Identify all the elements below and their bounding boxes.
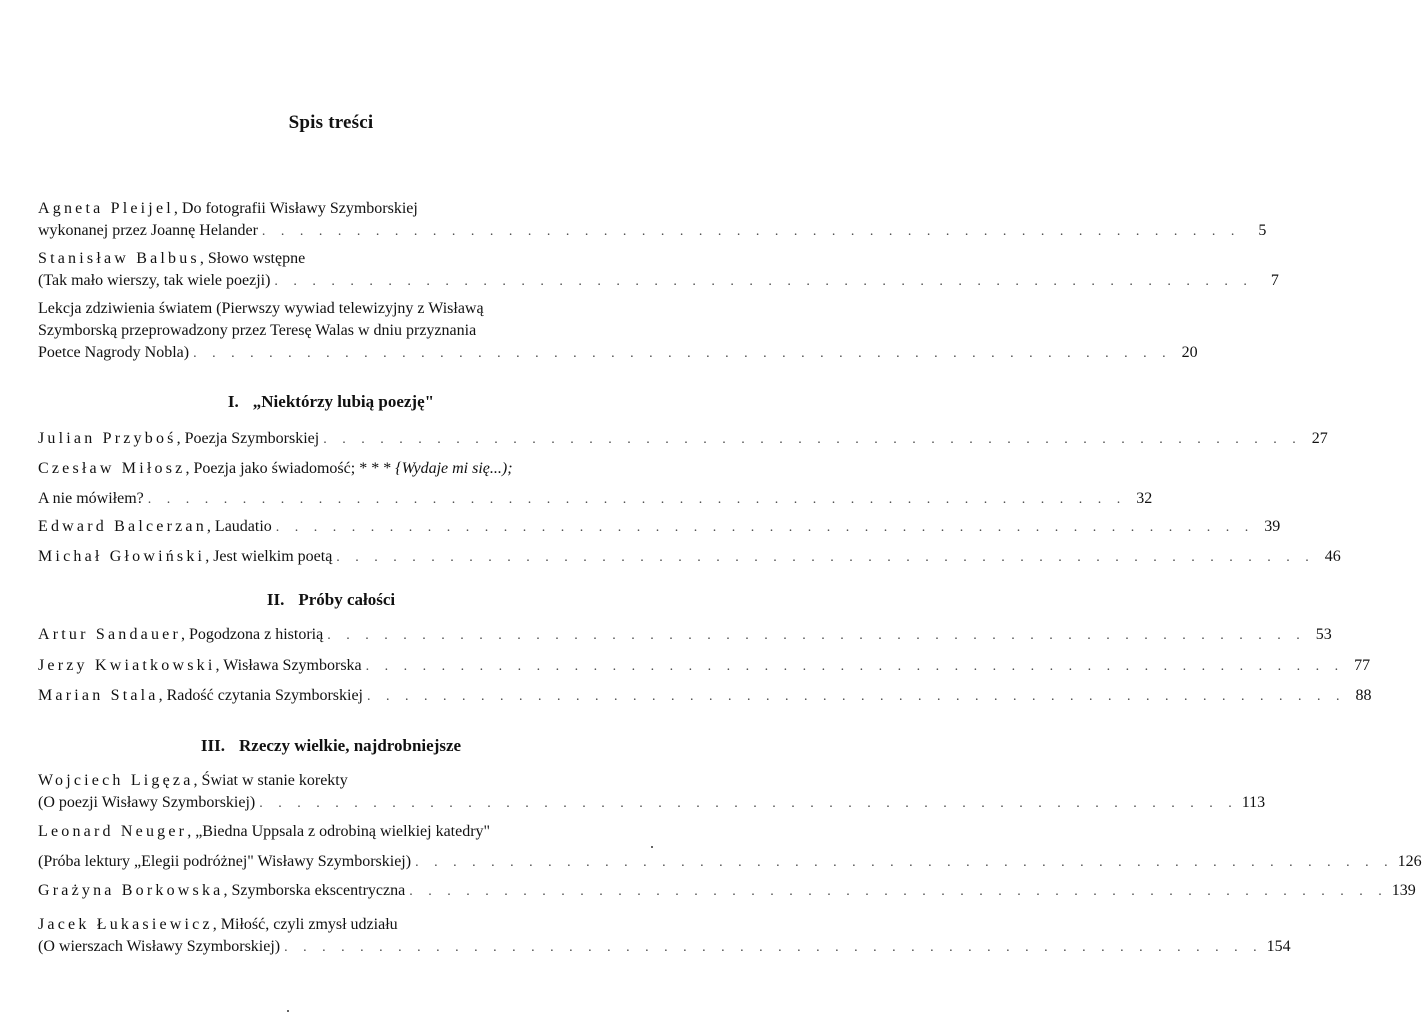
toc-entry[interactable] xyxy=(38,458,1153,510)
page-title: Spis treści xyxy=(288,112,374,133)
page-number: 27 xyxy=(1311,430,1328,447)
entry-title: , Szymborska ekscentryczna xyxy=(223,882,406,899)
dot-leader: . . . . . . . . . . . . . . . . . . . . . . . . . . . . . . . . . . . . . . . . . . . . . . . . . . . . xyxy=(275,520,1255,535)
toc-entry[interactable] xyxy=(38,770,1266,814)
entry-title: , Poezja Szymborskiej xyxy=(176,430,320,447)
page-number: 20 xyxy=(1181,344,1198,361)
entry-author: Julian Przyboś xyxy=(38,430,177,447)
entry-title-cont: (Próba lektury „Elegii podróżnej" Wisławy Szymborskiej) xyxy=(38,853,412,870)
section-heading xyxy=(38,392,624,412)
section-title: Rzeczy wielkie, najdrobniejsze xyxy=(239,736,462,755)
entry-title-cont: A nie mówiłem? xyxy=(38,490,144,507)
page-number: 77 xyxy=(1354,657,1371,674)
entry-title-cont: wykonanej przez Joannę Helander xyxy=(38,222,258,239)
entry-author: Marian Stala xyxy=(38,687,159,704)
entry-author: Jacek Łukasiewicz xyxy=(38,916,213,933)
scan-speck xyxy=(287,1010,289,1012)
toc-entry[interactable] xyxy=(38,624,1332,646)
entry-author: Edward Balcerzan xyxy=(38,518,207,535)
dot-leader: . . . . . . . . . . . . . . . . . . . . . . . . . . . . . . . . . . . . . . . . . . . . . . . . . . . . xyxy=(284,940,1263,955)
section-number: III. xyxy=(200,736,226,755)
page-number: 32 xyxy=(1136,490,1153,507)
entry-author: Jerzy Kwiatkowski xyxy=(38,657,216,674)
entry-author: Leonard Neuger xyxy=(38,823,188,840)
entry-title: , Wisława Szymborska xyxy=(215,657,362,674)
page-number: 139 xyxy=(1391,882,1416,899)
toc-entry[interactable] xyxy=(38,198,1267,242)
dot-leader: . . . . . . . . . . . . . . . . . . . . . . . . . . . . . . . . . . . . . . . . . . . . . . . . . . . . xyxy=(274,274,1253,289)
entry-title: Lekcja zdziwienia światem (Pierwszy wywiad telewizyjny z Wisławą xyxy=(38,300,484,317)
toc-entry[interactable] xyxy=(38,248,1279,292)
toc-entry[interactable] xyxy=(38,428,1328,450)
page-number: 7 xyxy=(1270,272,1279,289)
section-title: Próby całości xyxy=(298,590,396,609)
entry-author: Stanisław Balbus xyxy=(38,250,200,267)
entry-author: Artur Sandauer xyxy=(38,626,181,643)
entry-title-italic: {Wydaje mi się...); xyxy=(395,460,513,477)
toc-entry[interactable] xyxy=(38,546,1341,568)
entry-author: Grażyna Borkowska xyxy=(38,882,224,899)
section-number: II. xyxy=(266,590,285,609)
entry-title: , Radość czytania Szymborskiej xyxy=(158,687,363,704)
page-number: 39 xyxy=(1264,518,1281,535)
dot-leader: . . . . . . . . . . . . . . . . . . . . . . . . . . . . . . . . . . . . . . . . . . . . . . . . . . . . xyxy=(415,855,1394,870)
dot-leader: . . . . . . . . . . . . . . . . . . . . . . . . . . . . . . . . . . . . . . . . . . . . . . . . . . . . xyxy=(261,224,1241,239)
toc-entry[interactable] xyxy=(38,880,1416,902)
page-number: 88 xyxy=(1355,687,1372,704)
toc-entry[interactable] xyxy=(38,655,1371,677)
entry-author: Czesław Miłosz xyxy=(38,460,186,477)
entry-title-cont: Poetce Nagrody Nobla) xyxy=(38,344,190,361)
dot-leader: . . . . . . . . . . . . . . . . . . . . . . . . . . . . . . . . . . . . . . . . . . . . . . . . . . . . xyxy=(147,492,1127,507)
entry-title-cont: (O wierszach Wisławy Szymborskiej) xyxy=(38,938,281,955)
entry-title: , Miłość, czyli zmysł udziału xyxy=(212,916,398,933)
entry-author: Agneta Pleijel xyxy=(38,200,174,217)
entry-title: , Pogodzona z historią xyxy=(181,626,324,643)
section-heading xyxy=(38,590,624,610)
entry-title-cont: Szymborską przeprowadzony przez Teresę Walas w dniu przyznania xyxy=(38,322,477,339)
section-title: „Niektórzy lubią poezję" xyxy=(252,392,435,411)
dot-leader: . . . . . . . . . . . . . . . . . . . . . . . . . . . . . . . . . . . . . . . . . . . . . . . . . . . . xyxy=(409,884,1388,899)
scan-speck xyxy=(651,846,653,848)
entry-title-cont: (O poezji Wisławy Szymborskiej) xyxy=(38,794,256,811)
dot-leader: . . . . . . . . . . . . . . . . . . . . . . . . . . . . . . . . . . . . . . . . . . . . . . . . . . . . xyxy=(323,432,1302,447)
dot-leader: . . . . . . . . . . . . . . . . . . . . . . . . . . . . . . . . . . . . . . . . . . . . . . . . . . . . xyxy=(193,346,1172,361)
entry-title: , „Biedna Uppsala z odrobiną wielkiej katedry" xyxy=(187,823,491,840)
dot-leader: . . . . . . . . . . . . . . . . . . . . . . . . . . . . . . . . . . . . . . . . . . . . . . . . . . . . xyxy=(259,796,1238,811)
section-number: I. xyxy=(227,392,239,411)
entry-title: , Słowo wstępne xyxy=(199,250,306,267)
dot-leader: . . . . . . . . . . . . . . . . . . . . . . . . . . . . . . . . . . . . . . . . . . . . . . . . . . . . xyxy=(327,628,1306,643)
entry-title: , Do fotografii Wisławy Szymborskiej xyxy=(173,200,418,217)
entry-author: Michał Głowiński xyxy=(38,548,206,565)
entry-title: , Laudatio xyxy=(206,518,272,535)
toc-entry[interactable] xyxy=(38,298,1198,364)
entry-title: , Poezja jako świadomość; * * * xyxy=(185,460,396,477)
page-number: 113 xyxy=(1241,794,1266,811)
entry-author: Wojciech Ligęza xyxy=(38,772,194,789)
entry-title: , Świat w stanie korekty xyxy=(193,772,348,789)
entry-title-cont: (Tak mało wierszy, tak wiele poezji) xyxy=(38,272,271,289)
dot-leader: . . . . . . . . . . . . . . . . . . . . . . . . . . . . . . . . . . . . . . . . . . . . . . . . . . . . xyxy=(367,689,1346,704)
toc-entry[interactable] xyxy=(38,821,1422,873)
table-of-contents-page xyxy=(38,0,1422,1024)
dot-leader: . . . . . . . . . . . . . . . . . . . . . . . . . . . . . . . . . . . . . . . . . . . . . . . . . . . . xyxy=(365,659,1345,674)
page-number: 46 xyxy=(1324,548,1341,565)
dot-leader: . . . . . . . . . . . . . . . . . . . . . . . . . . . . . . . . . . . . . . . . . . . . . . . . . . . . xyxy=(336,550,1315,565)
toc-entry[interactable] xyxy=(38,685,1372,707)
page-number: 53 xyxy=(1315,626,1332,643)
page-number: 126 xyxy=(1397,853,1422,870)
toc-entry[interactable] xyxy=(38,516,1281,538)
page-number: 5 xyxy=(1258,222,1267,239)
page-number: 154 xyxy=(1266,938,1291,955)
section-heading xyxy=(38,736,624,756)
toc-entry[interactable] xyxy=(38,914,1291,958)
entry-title: , Jest wielkim poetą xyxy=(205,548,333,565)
